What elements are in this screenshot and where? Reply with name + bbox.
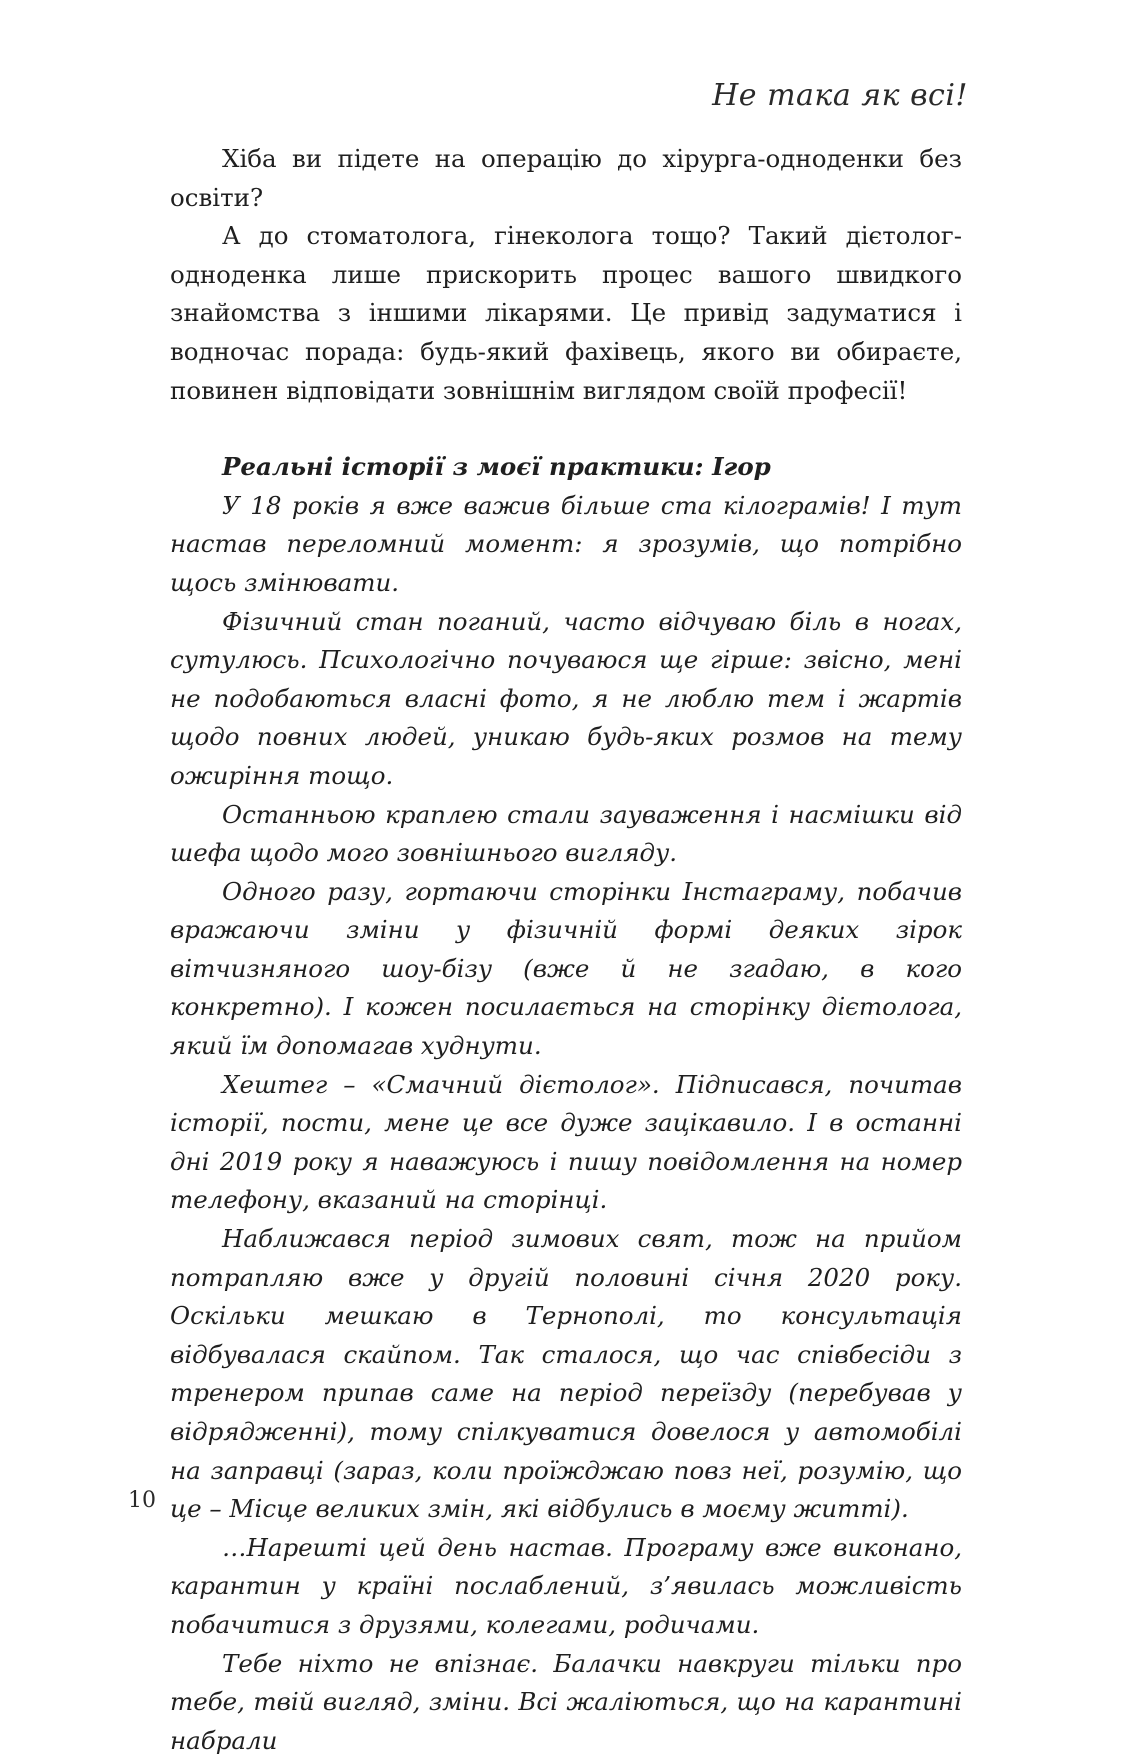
page-number: 10 — [128, 1488, 156, 1513]
story-heading: Реальні історії з моєї практики: Ігор — [222, 452, 771, 482]
story-paragraph: …Нарешті цей день настав. Програму вже виконано, карантин у країні послаблений, з’явилась можливість побачитися з друзями, колегами, родичами. — [170, 1532, 962, 1639]
intro-paragraph: А до стоматолога, гінеколога тощо? Такий дієтолог-одноденка лише прискорить процес вашого швидкого знайомства з іншими лікарями. Це привід задуматися і водночас порада: будь-який фахівець, якого ви обираєте, повинен відповідати зовнішнім виглядом своїй професії! — [170, 221, 962, 405]
body-text — [170, 140, 962, 1760]
running-head: Не така як всі! — [712, 78, 968, 113]
story-paragraph: Фізичний стан поганий, часто відчуваю біль в ногах, сутулюсь. Психологічно почуваюся ще гірше: звісно, мені не подобаються власні фото, я не люблю тем і жартів щодо повних людей, уникаю будь-яких розмов на тему ожиріння тощо. — [170, 606, 962, 790]
story-paragraph: Останньою краплею стали зауваження і насмішки від шефа щодо мого зовнішнього вигляду. — [170, 799, 962, 868]
story-paragraph: Одного разу, гортаючи сторінки Інстаграму, побачив вражаючи зміни у фізичній формі деяких зірок вітчизняного шоу-бізу (вже й не згадаю, в кого конкретно). І кожен посилається на сторінку дієтолога, який їм допомагав худнути. — [170, 876, 962, 1061]
story-paragraph: Тебе ніхто не впізнає. Балачки навкруги тільки про тебе, твій вигляд, зміни. Всі жаліються, що на карантині набрали — [170, 1648, 962, 1755]
story-paragraph: У 18 років я вже важив більше ста кілограмів! І тут настав переломний момент: я зрозумів, що потрібно щось змінювати. — [170, 490, 962, 597]
intro-paragraph: Хіба ви підете на операцію до хірурга-одноденки без освіти? — [170, 144, 962, 212]
story-paragraph: Наближався період зимових свят, тож на прийом потрапляю вже у другій половині січня 2020 року. Оскільки мешкаю в Тернополі, то консультація відбувалася скайпом. Так сталося, що час співбесіди з тренером припав саме на період переїзду (перебував у відрядженні), тому спілкуватися довелося у автомобілі на заправці (зараз, коли проїжджаю повз неї, розумію, що це – Місце великих змін, які відбулись в моєму житті). — [170, 1224, 962, 1524]
story-paragraph: Хештег – «Смачний дієтолог». Підписався, почитав історії, пости, мене це все дуже зацікавило. І в останні дні 2019 року я наважуюсь і пишу повідомлення на номер телефону, вказаний на сторінці. — [170, 1069, 962, 1215]
